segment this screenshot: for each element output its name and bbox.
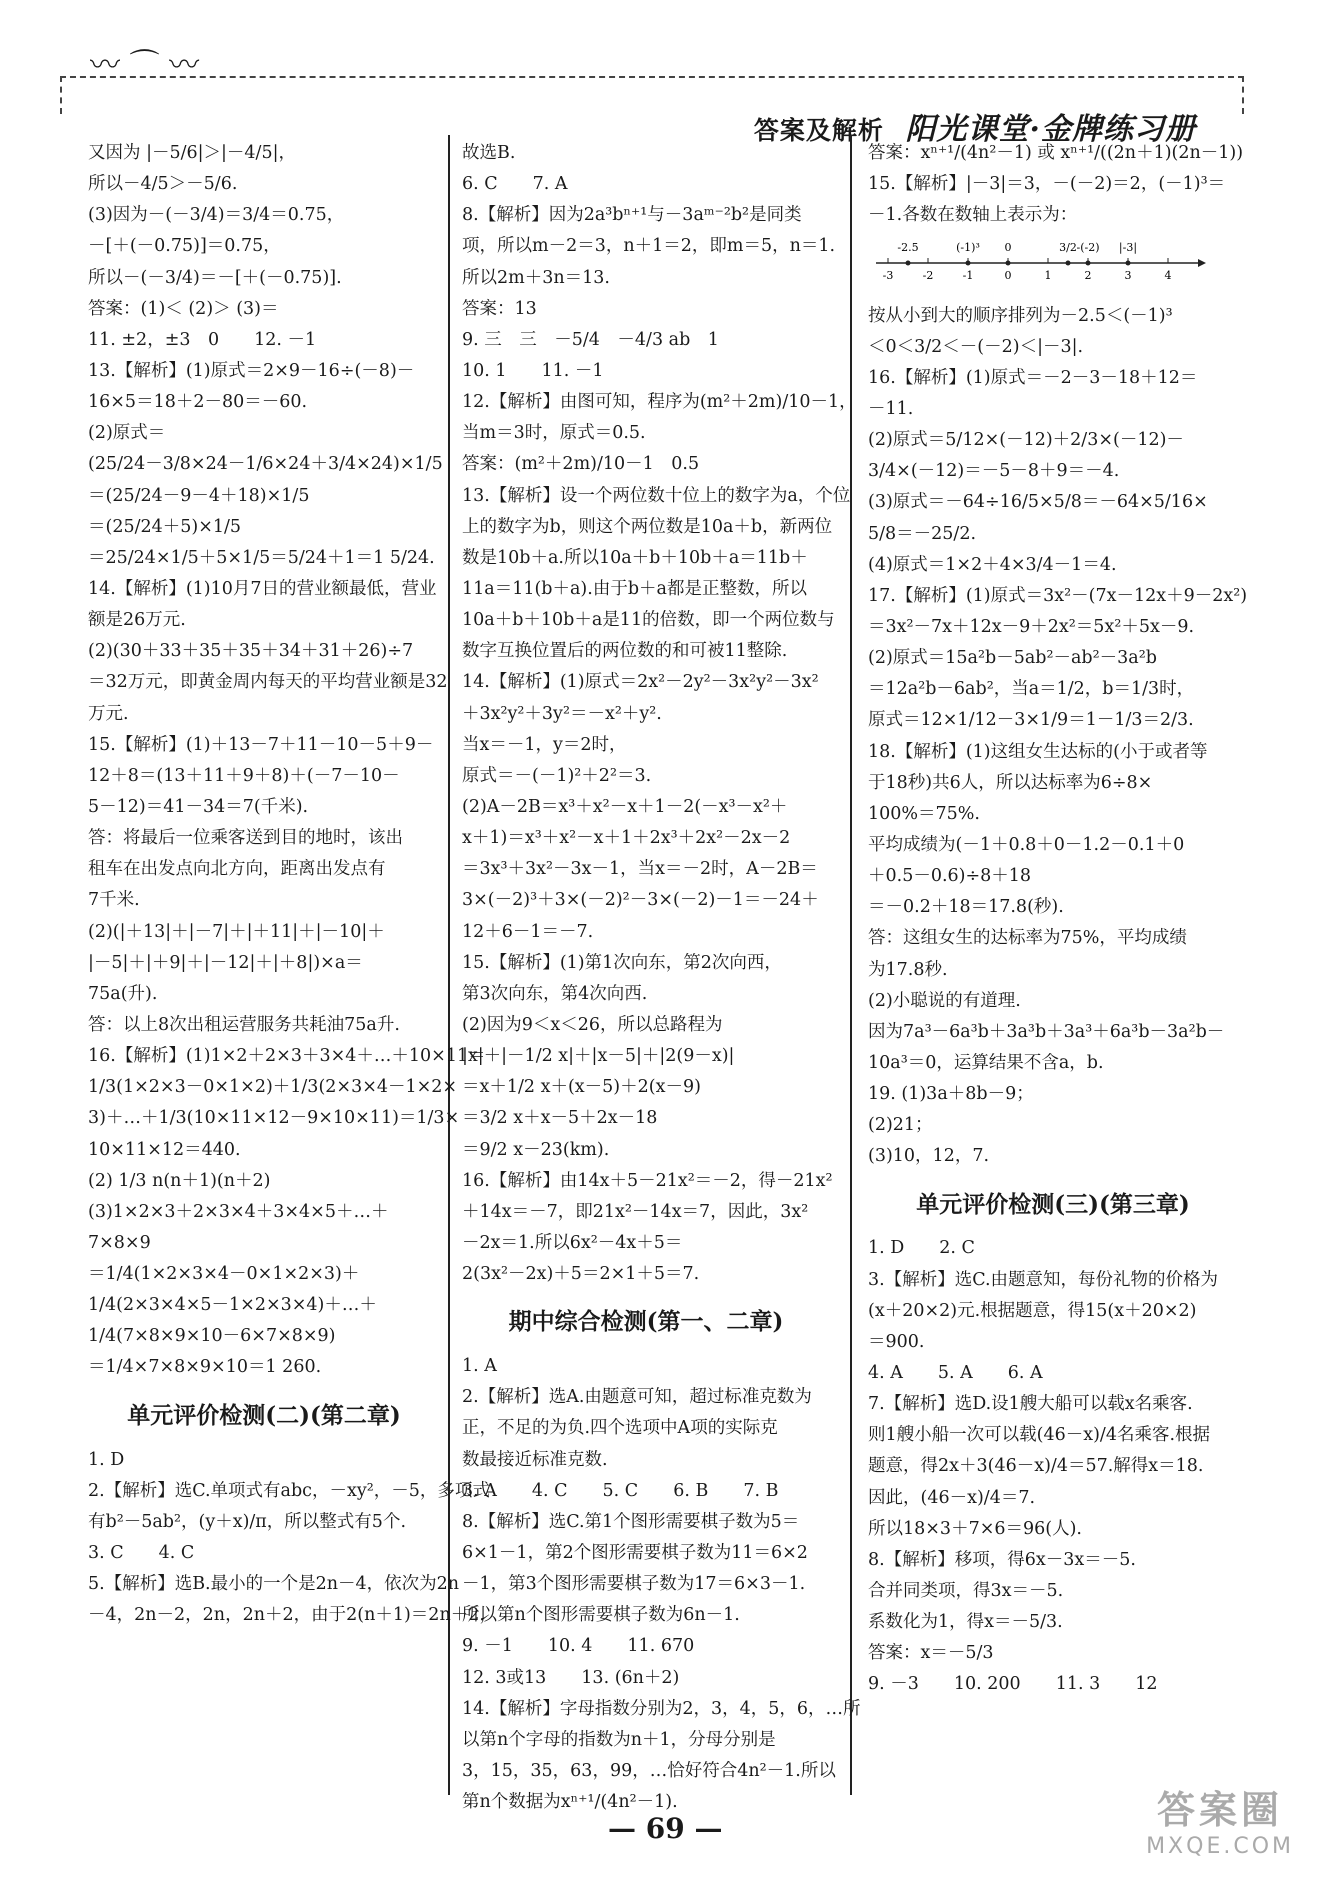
text-line: 答：以上8次出租运营服务共耗油75a升. [88, 1014, 400, 1035]
text-line: 16×5＝18＋2－80＝－60. [88, 392, 308, 413]
text-line: 项，所以m－2＝3，n＋1＝2，即m＝5，n＝1. [462, 236, 836, 257]
number-line-svg [868, 235, 1208, 285]
text-line: x＋1)＝x³＋x²－x＋1＋2x³＋2x²－2x－2 [462, 828, 791, 849]
text-line: (3)原式＝－64÷16/5×5/8＝－64×5/16× [868, 492, 1208, 513]
number-line-tick-label: -3 [882, 269, 894, 283]
number-line-tick-label: 3 [1124, 269, 1132, 283]
text-line: 7千米. [88, 890, 140, 911]
text-line: 正，不足的为负.四个选项中A项的实际克 [462, 1418, 778, 1439]
number-line [868, 235, 1238, 296]
text-line: 15.【解析】(1)＋13－7＋11－10－5＋9－ [88, 734, 434, 755]
text-line: －1.各数在数轴上表示为： [868, 205, 1078, 226]
number-line-point-label: -(-2) [1076, 241, 1100, 255]
text-line: 10. 1 11. －1 [462, 360, 604, 381]
text-line: 12＋6－1＝－7. [462, 921, 594, 942]
text-line: 3.【解析】选C.由题意知，每份礼物的价格为 [868, 1269, 1219, 1290]
section-heading-midterm: 期中综合检测(第一、二章) [508, 1308, 784, 1336]
text-line: (2)原式＝5/12×(－12)＋2/3×(－12)－ [868, 430, 1184, 451]
text-line: 8.【解析】选C.第1个图形需要棋子数为5＝ [462, 1511, 800, 1532]
text-line: (2)原式＝ [88, 423, 166, 444]
text-line: 1/3(1×2×3－0×1×2)＋1/3(2×3×4－1×2× [88, 1077, 458, 1098]
text-line: 10a＋b＋10b＋a是11的倍数，即一个两位数与 [462, 610, 835, 631]
number-line-point [1066, 261, 1071, 266]
text-line: ＋14x＝－7，即21x²－14x＝7，因此，3x² [462, 1201, 809, 1222]
text-line: 3/4×(－12)＝－5－8＋9＝－4. [868, 461, 1120, 482]
column-3-lines [868, 138, 1244, 231]
text-line: 15.【解析】|－3|＝3，－(－2)＝2，(－1)³＝ [868, 174, 1226, 195]
number-line-tick-label: 4 [1164, 269, 1172, 283]
text-line: －11. [868, 398, 914, 419]
text-line: 当m＝3时，原式＝0.5. [462, 423, 646, 444]
text-line: 万元. [88, 703, 129, 724]
text-line: 原式＝12×1/12－3×1/9＝1－1/3＝2/3. [868, 710, 1194, 731]
number-line-tick-label: 1 [1044, 269, 1052, 283]
header-brand: 阳光课堂·金牌练习册 [905, 112, 1196, 147]
text-line: 9. －1 10. 4 11. 670 [462, 1636, 695, 1657]
watermark-logo [1146, 1779, 1294, 1859]
text-line: 8.【解析】因为2a³bⁿ⁺¹与－3aᵐ⁻²b²是同类 [462, 205, 802, 226]
text-line: 所以18×3＋7×6＝96(人). [868, 1518, 1082, 1539]
text-line: 2(3x²－2x)＋5＝2×1＋5＝7. [462, 1264, 700, 1285]
column-2-after-lines [462, 1351, 861, 1818]
text-line: (2)A－2B＝x³＋x²－x＋1－2(－x³－x²＋ [462, 796, 788, 817]
page-number: — 69 — [608, 1812, 723, 1845]
text-line: 1/4(7×8×9×10－6×7×8×9) [88, 1326, 336, 1347]
text-line: ＝12a²b－6ab²，当a＝1/2，b＝1/3时， [868, 679, 1195, 700]
text-line: 6. C 7. A [462, 174, 568, 195]
text-line: 因此，(46－x)/4＝7. [868, 1487, 1036, 1508]
number-line-point [966, 261, 971, 266]
text-line: 答：将最后一位乘客送到目的地时，该出 [88, 828, 403, 849]
column-3-after-lines [868, 1233, 1238, 1700]
column-3-lines-b [868, 301, 1248, 1173]
text-line: 6×1－1，第2个图形需要棋子数为11＝6×2 [462, 1542, 808, 1563]
text-line: 3. A 4. C 5. C 6. B 7. B [462, 1480, 779, 1501]
text-line: ＋3x²y²＋3y²＝－x²＋y². [462, 703, 662, 724]
number-line-point-label: -2.5 [897, 241, 919, 255]
text-line: 数字互换位置后的两位数的和可被11整除. [462, 641, 788, 662]
text-line: 所以－(－3/4)＝－[＋(－0.75)]. [88, 267, 342, 288]
text-line: ＝3x²－7x＋12x－9＋2x²＝5x²＋5x－9. [868, 616, 1195, 637]
text-line: 10×11×12＝440. [88, 1139, 241, 1160]
text-line: 7×8×9 [88, 1232, 151, 1253]
text-line: ＝32万元，即黄金周内每天的平均营业额是32 [88, 672, 448, 693]
text-line: 按从小到大的顺序排列为－2.5＜(－1)³ [868, 305, 1173, 326]
text-line: 当x＝－1，y＝2时， [462, 734, 627, 755]
text-line: 所以2m＋3n＝13. [462, 267, 610, 288]
text-line: ＝－0.2＋18＝17.8(秒). [868, 897, 1064, 918]
text-line: ＝3/2 x＋x－5＋2x－18 [462, 1108, 658, 1129]
text-line: 上的数字为b，则这个两位数是10a＋b，新两位 [462, 516, 833, 537]
text-line: 租车在出发点向北方向，距离出发点有 [88, 859, 386, 880]
text-line: 5－12)＝41－34＝7(千米). [88, 796, 309, 817]
text-line: 又因为 |－5/6|＞|－4/5|， [88, 143, 296, 163]
text-line: 3)＋…＋1/3(10×11×12－9×10×11)＝1/3× [88, 1108, 460, 1129]
column-3 [868, 138, 1248, 1701]
text-line: 3×(－2)³＋3×(－2)²－3×(－2)－1＝－24＋ [462, 890, 819, 911]
text-line: 答案：x＝－5/3 [868, 1643, 994, 1664]
text-line: 所以第n个图形需要棋子数为6n－1. [462, 1605, 740, 1626]
text-line: 1. A [462, 1356, 497, 1377]
text-line: 8.【解析】移项，得6x－3x＝－5. [868, 1549, 1136, 1570]
column-2-lines [462, 138, 857, 1290]
number-line-tick-label: 0 [1004, 269, 1012, 283]
text-line: 17.【解析】(1)原式＝3x²－(7x－12x＋9－2x²) [868, 585, 1248, 606]
section-heading-chapter-3: 单元评价检测(三)(第三章) [916, 1190, 1190, 1218]
number-line-point [1126, 261, 1131, 266]
column-2 [462, 138, 861, 1818]
text-line: ＝x＋1/2 x＋(x－5)＋2(x－9) [462, 1077, 701, 1098]
text-line: 16.【解析】由14x＋5－21x²＝－2，得－21x² [462, 1170, 833, 1191]
number-line-point [1086, 261, 1091, 266]
text-line: 2.【解析】选C.单项式有abc，－xy²，－5，多项式 [88, 1480, 490, 1501]
text-line: 答案：(m²＋2m)/10－1 0.5 [462, 454, 700, 475]
text-line: －2x＝1.所以6x²－4x＋5＝ [462, 1232, 683, 1253]
text-line: 故选B. [462, 143, 516, 163]
text-line: 所以－4/5＞－5/6. [88, 174, 238, 195]
text-line: ＝900. [868, 1331, 925, 1352]
text-line: (25/24－3/8×24－1/6×24＋3/4×24)×1/5 [88, 454, 443, 475]
text-line: 75a(升). [88, 983, 158, 1004]
text-line: 有b²－5ab²，(y＋x)/π，所以整式有5个. [88, 1511, 407, 1532]
text-line: 12.【解析】由图可知，程序为(m²＋2m)/10－1， [462, 392, 857, 413]
text-line: 3，15，35，63，99，…恰好符合4n²－1.所以 [462, 1760, 836, 1781]
text-line: 答：这组女生的达标率为75%，平均成绩 [868, 928, 1187, 949]
text-line: 4. A 5. A 6. A [868, 1363, 1043, 1383]
text-line: 7.【解析】选D.设1艘大船可以载x名乘客. [868, 1394, 1193, 1415]
text-line: 则1艘小船一次可以载(46－x)/4名乘客.根据 [868, 1425, 1211, 1446]
text-line: 系数化为1，得x＝－5/3. [868, 1612, 1063, 1633]
text-line: 15.【解析】(1)第1次向东，第2次向西， [462, 952, 782, 973]
watermark-text: 答案圈 [1157, 1788, 1284, 1832]
text-line: 答案：13 [462, 298, 537, 319]
text-line: (2)因为9＜x＜26，所以总路程为 [462, 1014, 723, 1035]
number-line-tick-label: -1 [962, 269, 974, 283]
number-line-point-label: (-1)³ [956, 241, 980, 255]
text-line: －1，第3个图形需要棋子数为17＝6×3－1. [462, 1574, 806, 1595]
birds-decoration: 〰 ⌒ 〰 [90, 48, 200, 83]
text-line: ＝1/4(1×2×3×4－0×1×2×3)＋ [88, 1264, 360, 1285]
number-line-point-label: 3/2 [1059, 241, 1077, 255]
number-line-point-label: |-3| [1118, 241, 1138, 255]
text-line: 16.【解析】(1)1×2＋2×3＋3×4＋…＋10×11＝ [88, 1046, 486, 1067]
text-line: 14.【解析】(1)原式＝2x²－2y²－3x²y²－3x² [462, 672, 819, 693]
text-line: 100%＝75%. [868, 803, 980, 824]
text-line: (x＋20×2)元.根据题意，得15(x＋20×2) [868, 1300, 1197, 1321]
section-heading-chapter-2: 单元评价检测(二)(第二章) [127, 1401, 401, 1429]
column-1-after-lines [88, 1445, 497, 1632]
text-line: 16.【解析】(1)原式＝－2－3－18＋12＝ [868, 367, 1198, 388]
text-line: 14.【解析】(1)10月7日的营业额最低，营业 [88, 578, 437, 599]
text-line: 数是10b＋a.所以10a＋b＋10b＋a＝11b＋ [462, 547, 808, 568]
text-line: 原式＝－(－1)²＋2²＝3. [462, 765, 652, 786]
header-section: 答案及解析 [753, 116, 884, 145]
text-line: ＝1/4×7×8×9×10＝1 260. [88, 1357, 322, 1378]
number-line-point [1006, 261, 1011, 266]
text-line: 3. C 4. C [88, 1542, 195, 1563]
number-line-labels [897, 241, 1137, 266]
text-line: (2) 1/3 n(n＋1)(n＋2) [88, 1170, 271, 1191]
text-line: 12. 3或13 13. (6n＋2) [462, 1667, 680, 1688]
text-line: ＝3x³＋3x²－3x－1，当x＝－2时，A－2B＝ [462, 859, 818, 880]
text-line: (2)(30＋33＋35＋35＋34＋31＋26)÷7 [88, 641, 414, 662]
text-line: 第n个数据为xⁿ⁺¹/(4n²－1). [462, 1792, 678, 1813]
text-line: 12＋8＝(13＋11＋9＋8)＋(－7－10－ [88, 765, 400, 786]
column-divider-2 [850, 135, 852, 1795]
text-line: －[＋(－0.75)]＝0.75， [88, 236, 281, 257]
text-line: 18.【解析】(1)这组女生达标的(小于或者等 [868, 741, 1208, 762]
text-line: (3)10，12，7. [868, 1146, 990, 1167]
text-line: (2)小聪说的有道理. [868, 990, 1021, 1011]
text-line: 14.【解析】字母指数分别为2，3，4，5，6，…所 [462, 1698, 861, 1719]
text-line: 因为7a³－6a³b＋3a³b＋3a³＋6a³b－3a²b－ [868, 1021, 1225, 1042]
text-line: 13.【解析】(1)原式＝2×9－16÷(－8)－ [88, 360, 415, 381]
column-divider-1 [448, 135, 450, 1795]
text-line: ＜0＜3/2＜－(－2)＜|－3|. [868, 336, 1084, 357]
text-line: (2)原式＝15a²b－5ab²－ab²－3a²b [868, 648, 1157, 669]
text-line: 第3次向东，第4次向西. [462, 983, 648, 1004]
text-line: 11. ±2，±3 0 12. －1 [88, 329, 317, 350]
text-line: 额是26万元. [88, 610, 186, 631]
text-line: 1. D [88, 1449, 125, 1470]
text-line: 合并同类项，得3x＝－5. [868, 1580, 1064, 1601]
text-line: 5/8＝－25/2. [868, 523, 977, 544]
text-line: ＝9/2 x－23(km). [462, 1139, 610, 1160]
text-line: 平均成绩为(－1＋0.8＋0－1.2－0.1＋0 [868, 834, 1185, 855]
text-line: (2)21； [868, 1115, 933, 1136]
text-line: 1. D 2. C [868, 1238, 975, 1259]
text-line: ＋0.5－0.6)÷8＋18 [868, 866, 1032, 887]
text-line: －4，2n－2，2n，2n＋2，由于2(n＋1)＝2n＋2， [88, 1605, 497, 1626]
text-line: 9. －3 10. 200 11. 3 12 [868, 1674, 1158, 1695]
text-line: 答案：(1)＜ (2)＞ (3)＝ [88, 298, 279, 319]
text-line: |x|＋|－1/2 x|＋|x－5|＋|2(9－x)| [462, 1046, 735, 1067]
text-line: ＝(25/24＋5)×1/5 [88, 516, 242, 537]
text-line: 于18秒)共6人，所以达标率为6÷8× [868, 772, 1153, 793]
text-line: 5.【解析】选B.最小的一个是2n－4，依次为2n [88, 1574, 460, 1595]
text-line: 11a＝11(b＋a).由于b＋a都是正整数，所以 [462, 578, 807, 599]
number-line-tick-label: -2 [922, 269, 934, 283]
text-line: 1/4(2×3×4×5－1×2×3×4)＋…＋ [88, 1295, 377, 1316]
text-line: |－5|＋|＋9|＋|－12|＋|＋8|)×a＝ [88, 952, 363, 973]
text-line: ＝25/24×1/5＋5×1/5＝5/24＋1＝1 5/24. [88, 547, 435, 568]
text-line: 答案：xⁿ⁺¹/(4n²－1) 或 xⁿ⁺¹/((2n＋1)(2n－1)) [868, 143, 1244, 163]
text-line: (2)(|＋13|＋|－7|＋|＋11|＋|－10|＋ [88, 921, 385, 942]
text-line: (4)原式＝1×2＋4×3/4－1＝4. [868, 554, 1117, 575]
text-line: 10a³＝0，运算结果不含a，b. [868, 1052, 1104, 1073]
text-line: 9. 三 三 －5/4 －4/3 ab 1 [462, 329, 719, 350]
text-line: 以第n个字母的指数为n＋1，分母分别是 [462, 1729, 776, 1750]
text-line: 数最接近标准克数. [462, 1449, 608, 1470]
text-line: ＝(25/24－9－4＋18)×1/5 [88, 485, 310, 506]
text-line: (3)1×2×3＋2×3×4＋3×4×5＋…＋ [88, 1201, 389, 1222]
text-line: 题意，得2x＋3(46－x)/4＝57.解得x＝18. [868, 1456, 1204, 1477]
text-line: (3)因为－(－3/4)＝3/4＝0.75， [88, 205, 345, 226]
watermark-url: MXQE.COM [1146, 1834, 1294, 1859]
number-line-tick-label: 2 [1084, 269, 1092, 283]
text-line: 19. (1)3a＋8b－9； [868, 1084, 1034, 1105]
number-line-point-label: 0 [1004, 241, 1012, 255]
number-line-arrow [1198, 259, 1206, 267]
text-line: 为17.8秒. [868, 959, 948, 980]
number-line-point [906, 261, 911, 266]
text-line: 13.【解析】设一个两位数十位上的数字为a，个位 [462, 485, 851, 506]
text-line: 2.【解析】选A.由题意可知，超过标准克数为 [462, 1387, 812, 1408]
